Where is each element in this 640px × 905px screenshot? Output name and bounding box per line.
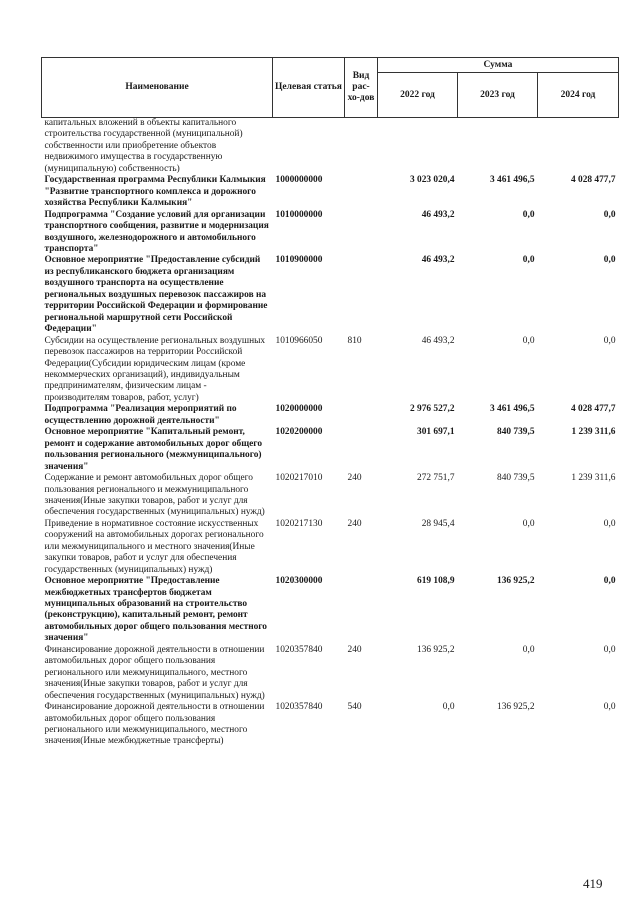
row-target-article: 1020000000 xyxy=(275,404,323,415)
page-number: 419 xyxy=(583,876,603,891)
row-name: капитальных вложений в объекты капитального строительства государственной (муниципальной) собственности или приобретение объектов недвижимого имущества в государственную (муниципальную) собственность) xyxy=(44,118,243,174)
row-name: Государственная программа Республики Калмыкия "Развитие транспортного комплекса и дорожного хозяйства Республики Калмыкия" xyxy=(44,175,266,209)
row-name: Основное мероприятие "Предоставление межбюджетных трансфертов бюджетам муниципальных образований на строительство (реконструкцию), капитальный ремонт, ремонт автомобильных дорог общего пользования местного значения" xyxy=(44,576,267,644)
header-expense-type: Вид рас-хо-дов xyxy=(345,58,378,118)
budget-page xyxy=(41,57,618,748)
row-name: Подпрограмма "Реализация мероприятий по осуществлению дорожной деятельности" xyxy=(44,404,237,426)
row-sum-2024: 0,0 xyxy=(603,644,616,655)
table-row xyxy=(42,404,619,427)
row-sum-2022: 46 493,2 xyxy=(421,255,455,266)
table-row xyxy=(42,118,619,176)
row-expense-type: 810 xyxy=(347,335,362,346)
row-sum-2022: 46 493,2 xyxy=(421,209,455,220)
row-target-article: 1010966050 xyxy=(275,335,323,346)
row-sum-2024: 4 028 477,7 xyxy=(570,404,616,415)
table-row xyxy=(42,576,619,645)
row-sum-2024: 0,0 xyxy=(603,576,616,587)
row-sum-2022: 0,0 xyxy=(442,702,455,713)
row-name: Приведение в нормативное состояние искусственных сооружений на автомобильных дорогах регионального или межмуниципального и местного значения(Иные закупки товаров, работ и услуг для обеспечения государственных (муниципальных) нужд) xyxy=(44,518,264,575)
row-expense-type xyxy=(345,576,378,645)
row-sum-2024: 0,0 xyxy=(603,255,616,266)
row-sum-2024: 4 028 477,7 xyxy=(570,175,616,186)
row-sum-2024: 0,0 xyxy=(603,518,616,529)
row-name: Финансирование дорожной деятельности в отношении автомобильных дорог общего пользования регионального или межмуниципального, местного значения(Иные закупки товаров, работ и услуг для обеспечения государственных (муниципальных) нужд) xyxy=(44,644,265,701)
row-sum-2022: 619 108,9 xyxy=(417,576,455,587)
row-target-article: 1010900000 xyxy=(275,255,323,266)
row-sum-2023: 0,0 xyxy=(522,518,535,529)
row-expense-type xyxy=(345,255,378,335)
row-sum-2024: 0,0 xyxy=(603,335,616,346)
row-sum-2024: 1 239 311,6 xyxy=(571,473,616,484)
row-target-article: 1020300000 xyxy=(275,576,323,587)
row-expense-type: 240 xyxy=(347,473,362,484)
table-row xyxy=(42,255,619,335)
header-name: Наименование xyxy=(42,58,273,118)
table-row xyxy=(42,473,619,519)
row-sum-2023: 3 461 496,5 xyxy=(489,175,535,186)
row-sum-2023: 136 925,2 xyxy=(497,702,535,713)
row-expense-type: 540 xyxy=(347,702,362,713)
row-sum-2024: 0,0 xyxy=(603,702,616,713)
header-target-article: Целевая статья xyxy=(273,58,345,118)
row-sum-2023 xyxy=(458,118,538,176)
row-sum-2022: 46 493,2 xyxy=(421,335,455,346)
row-expense-type xyxy=(345,118,378,176)
row-sum-2023: 136 925,2 xyxy=(497,576,535,587)
row-sum-2024: 0,0 xyxy=(603,209,616,220)
row-expense-type xyxy=(345,404,378,427)
row-target-article: 1000000000 xyxy=(275,175,323,186)
row-target-article: 1020217010 xyxy=(275,473,323,484)
header-sum: Сумма xyxy=(378,58,619,73)
row-name: Содержание и ремонт автомобильных дорог общего пользования регионального и межмуниципального значения(Иные закупки товаров, работ и услуг для обеспечения государственных (муниципальных) нужд) xyxy=(44,473,265,518)
header-year-2024: 2024 год xyxy=(538,73,619,118)
row-sum-2023: 0,0 xyxy=(522,644,535,655)
row-sum-2022: 2 976 527,2 xyxy=(409,404,455,415)
row-sum-2023: 840 739,5 xyxy=(497,473,535,484)
table-row xyxy=(42,645,619,702)
row-name: Субсидии на осуществление региональных воздушных перевозок пассажиров на территории Российской Федерации(Субсидии юридическим лицам (кроме некоммерческих организаций), индивидуальным предпринимателям, физическим лицам - производителям товаров, работ, услуг) xyxy=(44,335,266,403)
row-sum-2024 xyxy=(538,118,619,176)
row-name: Подпрограмма "Создание условий для организации транспортного сообщения, развитие и модернизация воздушного, железнодорожного и автомобильного транспорта" xyxy=(44,209,269,254)
row-sum-2023: 3 461 496,5 xyxy=(489,404,535,415)
table-row xyxy=(42,519,619,576)
row-name: Основное мероприятие "Предоставление субсидий из республиканского бюджета организациям воздушного транспорта на осуществление региональных воздушных перевозок пассажиров на территории Российской Федерации и формирование региональной маршрутной сети Российской Федерации" xyxy=(44,255,268,335)
row-sum-2022: 272 751,7 xyxy=(417,473,455,484)
table-body xyxy=(42,118,619,748)
row-expense-type xyxy=(345,210,378,256)
header-year-2022: 2022 год xyxy=(378,73,458,118)
row-name: Основное мероприятие "Капитальный ремонт, ремонт и содержание автомобильных дорог общего пользования регионального (межмуниципального) значения" xyxy=(44,427,263,472)
row-target-article: 1020200000 xyxy=(275,427,323,438)
row-expense-type: 240 xyxy=(347,644,362,655)
budget-table xyxy=(41,57,619,748)
row-sum-2022: 136 925,2 xyxy=(417,644,455,655)
row-sum-2023: 0,0 xyxy=(522,255,535,266)
row-name: Финансирование дорожной деятельности в отношении автомобильных дорог общего пользования регионального или межмуниципального, местного значения(Иные межбюджетные трансферты) xyxy=(44,702,265,747)
row-expense-type: 240 xyxy=(347,518,362,529)
row-sum-2022: 301 697,1 xyxy=(417,427,455,438)
row-expense-type xyxy=(345,427,378,473)
row-sum-2023: 840 739,5 xyxy=(497,427,535,438)
row-sum-2022: 28 945,4 xyxy=(421,518,455,529)
table-row xyxy=(42,702,619,748)
row-expense-type xyxy=(345,175,378,209)
table-row xyxy=(42,336,619,405)
row-target-article: 1010000000 xyxy=(275,209,323,220)
row-sum-2024: 1 239 311,6 xyxy=(571,427,616,438)
row-target-article: 1020357840 xyxy=(275,644,323,655)
row-target-article: 1020357840 xyxy=(275,702,323,713)
row-sum-2023: 0,0 xyxy=(522,209,535,220)
table-row xyxy=(42,210,619,256)
row-sum-2023: 0,0 xyxy=(522,335,535,346)
table-row xyxy=(42,175,619,209)
row-target-article xyxy=(273,118,345,176)
table-header xyxy=(42,58,619,118)
row-sum-2022: 3 023 020,4 xyxy=(409,175,455,186)
row-target-article: 1020217130 xyxy=(275,518,323,529)
header-year-2023: 2023 год xyxy=(458,73,538,118)
row-sum-2022 xyxy=(378,118,458,176)
table-row xyxy=(42,427,619,473)
